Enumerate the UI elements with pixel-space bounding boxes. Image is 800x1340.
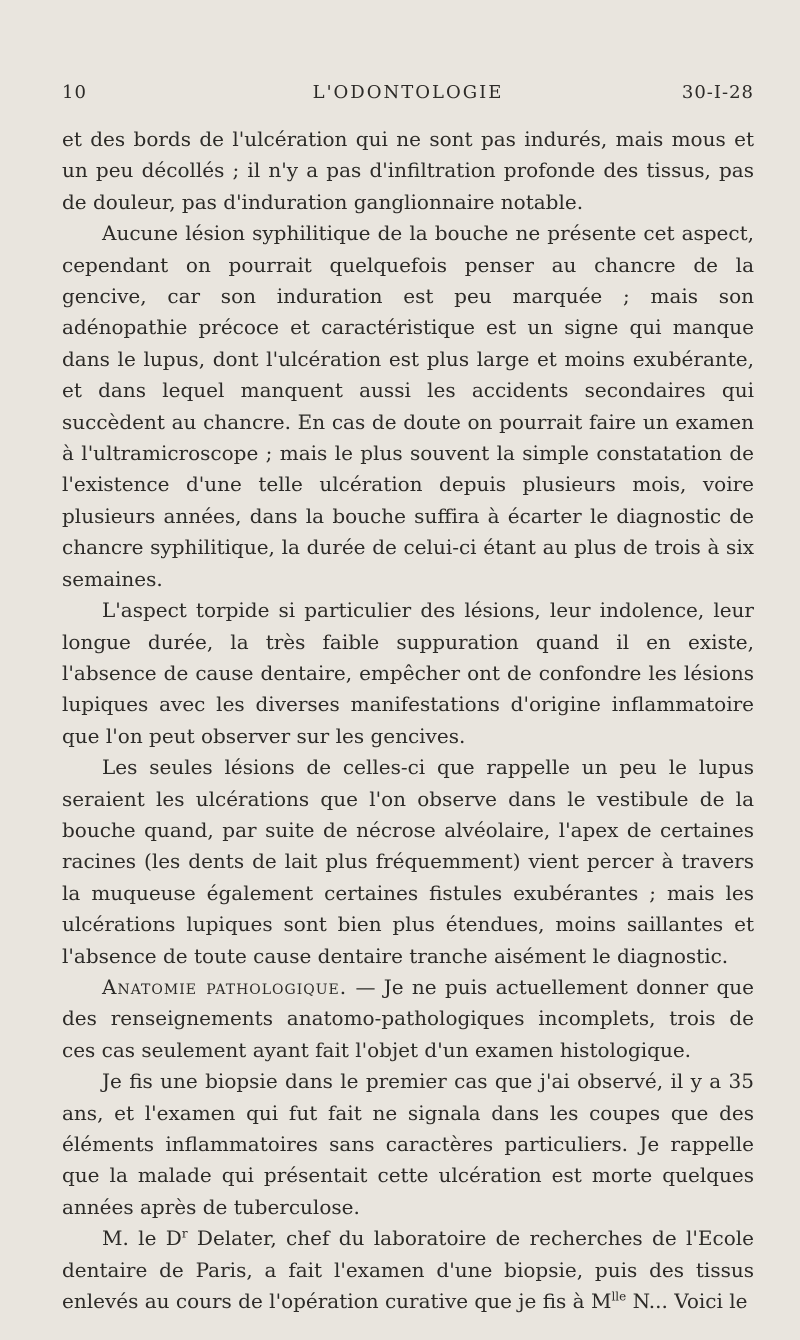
paragraph-7-part2: Delater, chef du laboratoire de recherches de l'Ecole dentaire de Paris, a fait l'examen d'une biopsie, puis des tissus enlevés au cours de l'opération curative que je fis à M [62, 1226, 754, 1314]
paragraph-7-part1: M. le D [102, 1226, 182, 1251]
paragraph-4: Les seules lésions de celles-ci que rappelle un peu le lupus seraient les ulcérations que l'on observe dans le vestibule de la bouche quand, par suite de nécrose alvéolaire, l'apex de certaines racines (les dents de lait plus fréquemment) vient percer à travers la muqueuse également certaines fistules exubérantes ; mais les ulcérations lupiques sont bien plus étendues, moins saillantes et l'absence de toute cause dentaire tranche aisément le diagnostic. [62, 755, 754, 968]
paragraph-7 [62, 1223, 754, 1317]
running-header [62, 82, 754, 112]
section-heading: Anatomie pathologique. [102, 974, 348, 999]
paragraph-3: L'aspect torpide si particulier des lésions, leur indolence, leur longue durée, la très faible suppuration quand il en existe, l'absence de cause dentaire, empêcher ont de confondre les lésions lupiques avec les diverses manifestations d'origine inflammatoire que l'on peut observer sur les gencives. [62, 598, 754, 748]
superscript-dr: r [181, 1226, 188, 1241]
paragraph-1: et des bords de l'ulcération qui ne sont pas indurés, mais mous et un peu décollés ; il n'y a pas d'infiltration profonde des tissus, pas de douleur, pas d'induration ganglionnaire notable. [62, 127, 754, 214]
paragraph-6: Je fis une biopsie dans le premier cas que j'ai observé, il y a 35 ans, et l'examen qui fut fait ne signala dans les coupes que des éléments inflammatoires sans caractères particuliers. Je rappelle que la malade qui présentait cette ulcération est morte quelques années après de tuberculose. [62, 1069, 754, 1219]
paragraph-7-part3: N... Voici le [626, 1289, 748, 1314]
issue-date: 30-I-28 [681, 82, 754, 103]
body-text [62, 124, 754, 1317]
page-number: 10 [62, 82, 87, 103]
paragraph-anatomie [62, 972, 754, 1066]
journal-title: L'ODONTOLOGIE [312, 82, 504, 103]
superscript-mlle: lle [611, 1289, 627, 1304]
paragraph-2: Aucune lésion syphilitique de la bouche ne présente cet aspect, cependant on pourrait quelquefois penser au chancre de la gencive, car son induration est peu marquée ; mais son adénopathie précoce et caractéristique est un signe qui manque dans le lupus, dont l'ulcération est plus large et moins exubérante, et dans lequel manquent aussi les accidents secondaires qui succèdent au chancre. En cas de doute on pourrait faire un examen à l'ultramicroscope ; mais le plus souvent la simple constatation de l'existence d'une telle ulcération depuis plusieurs mois, voire plusieurs années, dans la bouche suffira à écarter le diagnostic de chancre syphilitique, la durée de celui-ci étant au plus de trois à six semaines. [62, 221, 754, 591]
paragraph-anatomie-text: — Je ne puis actuellement donner que des renseignements anatomo-pathologiques incomplets, trois de ces cas seulement ayant fait l'objet d'un examen histologique. [62, 974, 754, 1062]
